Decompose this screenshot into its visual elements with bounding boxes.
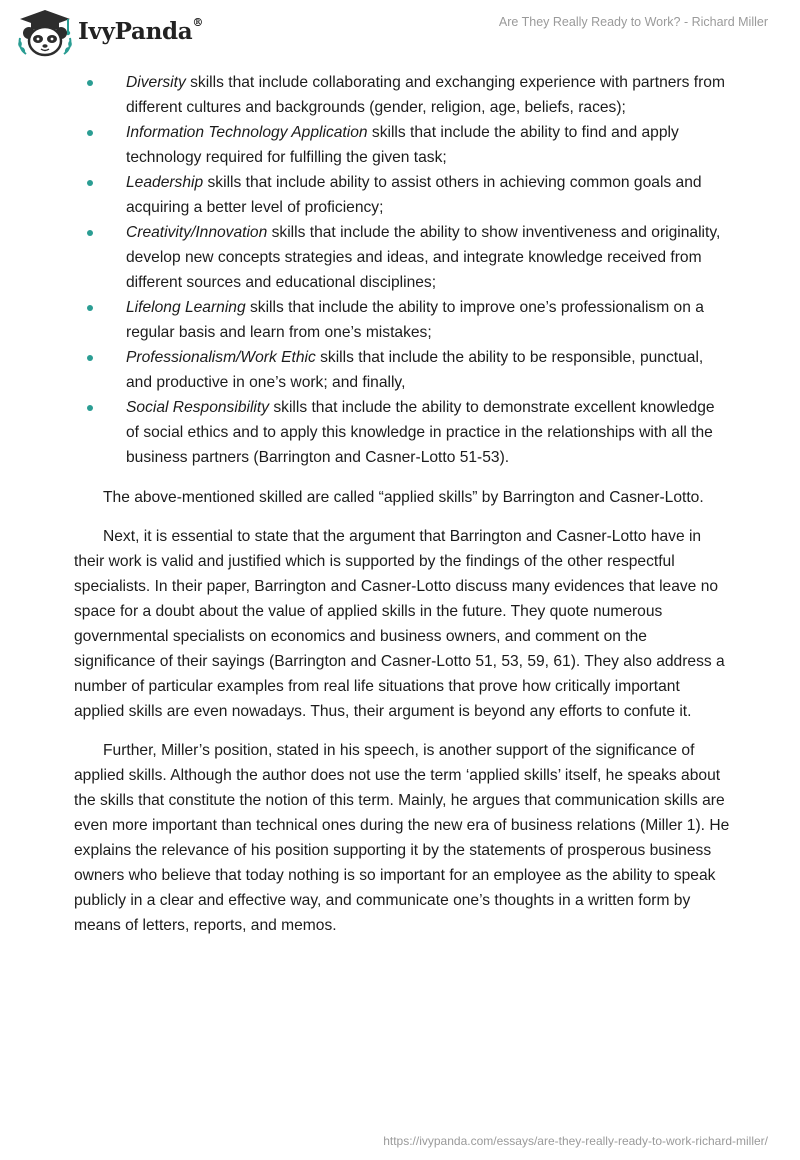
paragraph-miller-position: Further, Miller’s position, stated in his speech, is another support of the significance of applied skills. Although the author does not use the term ‘applied skills’ itself, he speaks about the skills that constitute the notion of this term. Mainly, he argues that communication skills are even more important than technical ones during the new era of business relations (Miller 1). He explains the relevance of his position supporting it by the statements of prosperous business owners who believe that today nothing is so important for an employee as the ability to speak publicly in a clear and effective way, and communicate one’s thoughts in a written form by means of letters, reports, and memos. xyxy=(74,742,730,934)
paragraph-argument-validity: Next, it is essential to state that the argument that Barrington and Casner-Lotto have in their work is valid and justified which is supported by the findings of the other respectful specialists. In their paper, Barrington and Casner-Lotto discuss many evidences that leave no space for a doubt about the value of applied skills in the future. They quote numerous governmental specialists on economics and business owners, and comment on the significance of their sayings (Barrington and Casner-Lotto 51, 53, 59, 61). They also address a number of particular examples from real life situations that prove how critically important applied skills are even nowadays. Thus, their argument is beyond any efforts to confute it. xyxy=(74,528,725,720)
bullet-icon xyxy=(87,305,93,311)
list-item xyxy=(74,120,730,170)
list-item xyxy=(74,220,730,295)
page-header xyxy=(0,0,800,62)
skills-list xyxy=(74,70,730,470)
bullet-icon xyxy=(87,80,93,86)
skill-term: Social Responsibility xyxy=(126,399,270,416)
bullet-icon xyxy=(87,130,93,136)
skill-term: Diversity xyxy=(126,74,186,91)
essay-body xyxy=(74,70,730,938)
registered-mark: ® xyxy=(192,16,204,30)
skill-description: skills that include the ability to demonstrate excellent knowledge of social ethics and to apply this knowledge in practice in the relationships with all the business partners (Barrington and Casner-Lotto 51-53). xyxy=(126,399,715,466)
skill-term: Lifelong Learning xyxy=(126,299,246,316)
skill-description: skills that include the ability to show inventiveness and originality, develop new concepts strategies and ideas, and integrate knowledge received from different sources and educational disciplines; xyxy=(126,224,721,291)
skill-description: skills that include ability to assist others in achieving common goals and acquiring a better level of proficiency; xyxy=(126,174,702,216)
skill-term: Leadership xyxy=(126,174,204,191)
skill-description: skills that include collaborating and exchanging experience with partners from different cultures and backgrounds (gender, religion, age, beliefs, races); xyxy=(126,74,725,116)
brand-text: IvyPanda xyxy=(78,18,193,45)
bullet-icon xyxy=(87,180,93,186)
list-item xyxy=(74,170,730,220)
list-item xyxy=(74,295,730,345)
skill-description: skills that include the ability to find and apply technology required for fulfilling the given task; xyxy=(126,124,679,166)
list-item xyxy=(74,70,730,120)
skill-term: Creativity/Innovation xyxy=(126,224,268,241)
bullet-icon xyxy=(87,230,93,236)
skill-description: skills that include the ability to improve one’s professionalism on a regular basis and learn from one’s mistakes; xyxy=(126,299,704,341)
paragraph-applied-skills: The above-mentioned skilled are called “applied skills” by Barrington and Casner-Lotto. xyxy=(103,489,704,506)
skill-description: skills that include the ability to be responsible, punctual, and productive in one’s work; and finally, xyxy=(126,349,704,391)
skill-term: Professionalism/Work Ethic xyxy=(126,349,316,366)
document-title: Are They Really Ready to Work? - Richard Miller xyxy=(498,15,768,29)
skill-term: Information Technology Application xyxy=(126,124,368,141)
brand-name[interactable] xyxy=(78,18,203,45)
bullet-icon xyxy=(87,405,93,411)
list-item xyxy=(74,345,730,395)
bullet-icon xyxy=(87,355,93,361)
list-item xyxy=(74,395,730,470)
source-url[interactable]: https://ivypanda.com/essays/are-they-really-ready-to-work-richard-miller/ xyxy=(383,1134,768,1148)
panda-graduate-logo-icon[interactable] xyxy=(14,8,76,58)
